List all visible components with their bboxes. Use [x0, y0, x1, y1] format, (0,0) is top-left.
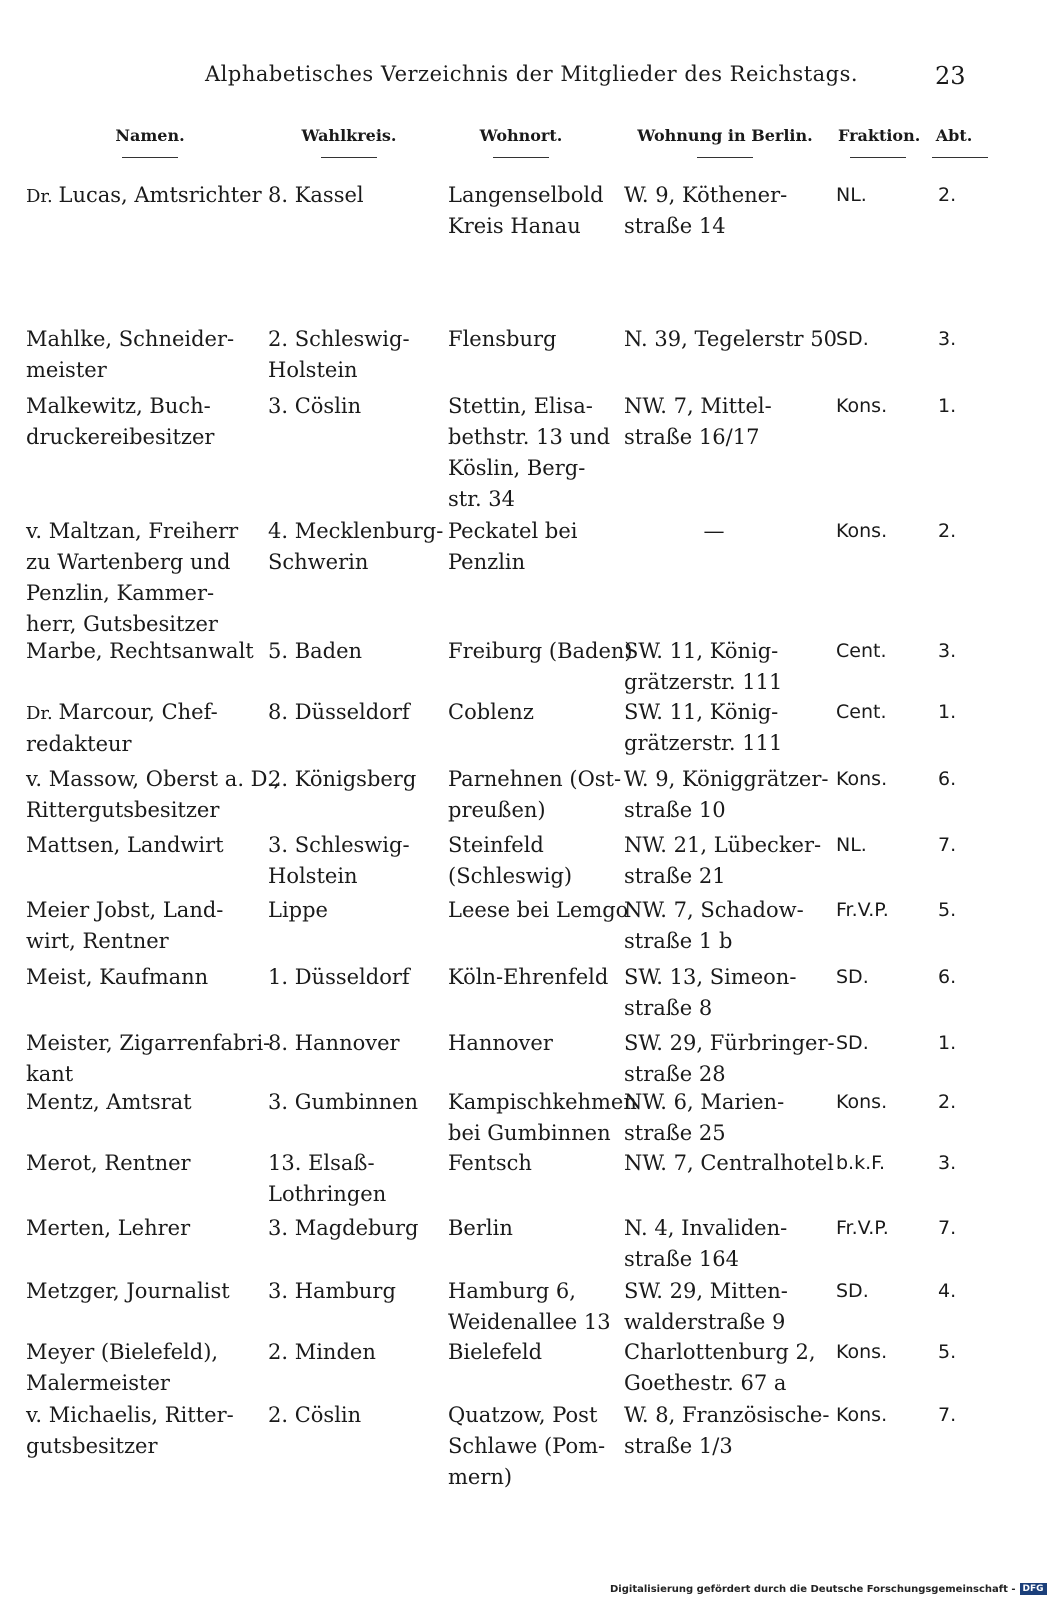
member-name-line: v. Maltzan, Freiherr	[26, 519, 239, 543]
wohnung-cell-line: W. 9, Köthener-	[624, 183, 788, 207]
wohnort-cell-line: Berlin	[448, 1216, 513, 1240]
member-name-line: Merot, Rentner	[26, 1151, 191, 1175]
wohnort-cell-line: str. 34	[448, 487, 516, 511]
wahlkreis-cell-line: 3. Hamburg	[268, 1279, 396, 1303]
wohnung-cell-line: SW. 11, König-	[624, 639, 779, 663]
wohnort-cell-line: Bielefeld	[448, 1340, 543, 1364]
column-headers	[0, 126, 1000, 166]
wohnung-cell-line: straße 16/17	[624, 425, 760, 449]
wahlkreis-cell-line: 4. Mecklenburg-	[268, 519, 444, 543]
member-name	[26, 324, 264, 386]
wohnort-cell	[448, 516, 618, 578]
wahlkreis-cell-line: Holstein	[268, 358, 358, 382]
wohnung-cell-line: straße 28	[624, 1062, 726, 1086]
wohnort-cell-line: Flensburg	[448, 327, 557, 351]
column-header-wohnung: Wohnung in Berlin.	[630, 126, 820, 158]
wahlkreis-cell-line: 2. Minden	[268, 1340, 376, 1364]
page-header	[0, 62, 1000, 102]
wahlkreis-cell	[268, 516, 443, 578]
member-name-line: v. Massow, Oberst a. D.,	[26, 767, 281, 791]
wahlkreis-cell	[268, 895, 443, 926]
abteilung-cell: 2.	[938, 184, 957, 206]
wohnung-cell-line: SW. 29, Mitten-	[624, 1279, 788, 1303]
abteilung-cell: 1.	[938, 395, 957, 417]
abteilung-cell: 4.	[938, 1280, 957, 1302]
wohnung-cell	[624, 324, 837, 355]
wohnung-cell-line: NW. 7, Centralhotel	[624, 1151, 834, 1175]
academic-title: Dr.	[26, 703, 59, 724]
wohnung-cell	[624, 391, 829, 453]
wohnort-cell-line: Parnehnen (Ost-	[448, 767, 622, 791]
wohnung-cell-line: Charlottenburg 2,	[624, 1340, 816, 1364]
member-name-line: wirt, Rentner	[26, 929, 169, 953]
wohnort-cell-line: Köslin, Berg-	[448, 456, 586, 480]
wohnung-cell-line: walderstraße 9	[624, 1310, 786, 1334]
wahlkreis-cell	[268, 1213, 443, 1244]
wohnort-cell-line: Stettin, Elisa-	[448, 394, 593, 418]
column-header-abt: Abt.	[932, 126, 976, 158]
member-name-text: Marcour, Chef-	[58, 700, 218, 724]
abteilung-cell: 1.	[938, 1032, 957, 1054]
member-name-line: Marbe, Rechtsanwalt	[26, 639, 254, 663]
abteilung-cell: 1.	[938, 701, 957, 723]
wohnung-cell-line: SW. 11, König-	[624, 700, 779, 724]
wohnort-cell-line: mern)	[448, 1465, 513, 1489]
abteilung-cell: 3.	[938, 328, 957, 350]
wohnung-cell-line: straße 8	[624, 996, 713, 1020]
member-name	[26, 697, 264, 760]
wohnort-cell-line: Langenselbold	[448, 183, 604, 207]
member-name	[26, 895, 264, 957]
wohnort-cell-line: Coblenz	[448, 700, 534, 724]
fraktion-cell: Kons.	[836, 1091, 888, 1113]
dfg-footer	[610, 1583, 1047, 1595]
fraktion-cell: NL.	[836, 184, 867, 206]
member-name	[26, 1337, 264, 1399]
wohnung-cell	[624, 1028, 835, 1090]
wohnung-cell-line: NW. 7, Schadow-	[624, 898, 804, 922]
wahlkreis-cell-line: 8. Düsseldorf	[268, 700, 410, 724]
member-name	[26, 1148, 264, 1179]
wohnung-cell-line: SW. 29, Fürbringer-	[624, 1031, 835, 1055]
abteilung-cell: 7.	[938, 1404, 957, 1426]
wohnung-cell	[624, 516, 804, 547]
member-name	[26, 1400, 264, 1462]
wohnort-cell	[448, 1028, 618, 1059]
member-name-line: Metzger, Journalist	[26, 1279, 230, 1303]
wahlkreis-cell	[268, 391, 443, 422]
wohnort-cell	[448, 391, 618, 515]
wahlkreis-cell-line: Schwerin	[268, 550, 369, 574]
wohnung-cell-line: W. 8, Französische-	[624, 1403, 830, 1427]
wohnung-cell-line: straße 25	[624, 1121, 726, 1145]
member-name	[26, 1213, 264, 1244]
wohnung-cell	[624, 1337, 829, 1399]
member-name	[26, 636, 264, 667]
wahlkreis-cell-line: 5. Baden	[268, 639, 363, 663]
wohnort-cell-line: Penzlin	[448, 550, 526, 574]
member-name-line: redakteur	[26, 732, 132, 756]
abteilung-cell: 6.	[938, 966, 957, 988]
wohnung-cell-line: NW. 7, Mittel-	[624, 394, 772, 418]
wohnort-cell-line: bei Gumbinnen	[448, 1121, 611, 1145]
abteilung-cell: 5.	[938, 1341, 957, 1363]
wohnung-cell	[624, 180, 829, 242]
wohnung-cell-line: straße 164	[624, 1247, 739, 1271]
wohnung-cell-line: W. 9, Königgrätzer-	[624, 767, 829, 791]
member-name	[26, 391, 264, 453]
fraktion-cell: Cent.	[836, 640, 887, 662]
wahlkreis-cell-line: 8. Hannover	[268, 1031, 400, 1055]
wahlkreis-cell	[268, 1148, 443, 1210]
member-name-line: Mentz, Amtsrat	[26, 1090, 192, 1114]
member-name-line: v. Michaelis, Ritter-	[26, 1403, 234, 1427]
fraktion-cell: SD.	[836, 1280, 869, 1302]
wahlkreis-cell-line: Lippe	[268, 898, 328, 922]
member-name-line	[26, 180, 264, 212]
member-name-line: Meist, Kaufmann	[26, 965, 209, 989]
wohnort-cell	[448, 1400, 618, 1493]
member-name-line: Malkewitz, Buch-	[26, 394, 211, 418]
wohnort-cell-line: Leese bei Lemgo	[448, 898, 629, 922]
wohnort-cell-line: Quatzow, Post	[448, 1403, 598, 1427]
wohnung-cell-line: straße 1 b	[624, 929, 733, 953]
wohnort-cell-line: (Schleswig)	[448, 864, 573, 888]
wohnort-cell	[448, 830, 618, 892]
member-name-line: herr, Gutsbesitzer	[26, 612, 218, 636]
wahlkreis-cell-line: 2. Königsberg	[268, 767, 417, 791]
member-name-line: meister	[26, 358, 107, 382]
running-title: Alphabetisches Verzeichnis der Mitglieder des Reichstags.	[205, 62, 859, 86]
wohnung-cell	[624, 1400, 829, 1462]
member-name-line: Mattsen, Landwirt	[26, 833, 224, 857]
wahlkreis-cell	[268, 636, 443, 667]
wohnung-cell	[624, 895, 829, 957]
wahlkreis-cell	[268, 1028, 443, 1059]
wohnort-cell	[448, 697, 618, 728]
abteilung-cell: 2.	[938, 1091, 957, 1113]
member-name-line: Meyer (Bielefeld),	[26, 1340, 219, 1364]
wohnung-cell	[624, 1148, 834, 1179]
member-name-line	[26, 697, 264, 729]
wohnort-cell	[448, 962, 618, 993]
member-name-line: kant	[26, 1062, 74, 1086]
wohnung-cell	[624, 636, 829, 698]
member-name	[26, 1276, 264, 1307]
fraktion-cell: Kons.	[836, 395, 888, 417]
wahlkreis-cell-line: Lothringen	[268, 1182, 387, 1206]
wahlkreis-cell	[268, 962, 443, 993]
member-name	[26, 962, 264, 993]
dfg-logo: DFG	[1020, 1583, 1047, 1595]
wahlkreis-cell-line: 8. Kassel	[268, 183, 364, 207]
wahlkreis-cell-line: Holstein	[268, 864, 358, 888]
wohnung-cell-line: NW. 6, Marien-	[624, 1090, 785, 1114]
wohnung-cell	[624, 764, 829, 826]
column-header-name: Namen.	[100, 126, 200, 158]
wahlkreis-cell	[268, 1337, 443, 1368]
wohnort-cell	[448, 324, 618, 355]
wahlkreis-cell	[268, 180, 443, 211]
wohnung-cell-line: straße 21	[624, 864, 726, 888]
member-name-line: Rittergutsbesitzer	[26, 798, 220, 822]
wahlkreis-cell-line: 1. Düsseldorf	[268, 965, 410, 989]
wohnung-cell-line: N. 39, Tegelerstr 50	[624, 327, 837, 351]
wohnung-cell-line: straße 1/3	[624, 1434, 733, 1458]
wohnort-cell	[448, 1148, 618, 1179]
member-name	[26, 516, 264, 640]
wohnort-cell	[448, 1213, 618, 1244]
wohnung-cell	[624, 697, 829, 759]
member-name-line: gutsbesitzer	[26, 1434, 158, 1458]
member-name-line: druckereibesitzer	[26, 425, 215, 449]
member-name	[26, 764, 281, 826]
wohnort-cell-line: Fentsch	[448, 1151, 532, 1175]
member-name	[26, 180, 264, 212]
wahlkreis-cell-line: 2. Schleswig-	[268, 327, 410, 351]
wohnort-cell	[448, 1087, 637, 1149]
fraktion-cell: Kons.	[836, 520, 888, 542]
footer-credit: Digitalisierung gefördert durch die Deutsche Forschungsgemeinschaft -	[610, 1584, 1016, 1595]
abteilung-cell: 5.	[938, 899, 957, 921]
member-name-line: Merten, Lehrer	[26, 1216, 191, 1240]
wahlkreis-cell	[268, 697, 443, 728]
fraktion-cell: Fr.V.P.	[836, 1217, 889, 1239]
wohnung-cell-line: grätzerstr. 111	[624, 731, 783, 755]
fraktion-cell: Kons.	[836, 1341, 888, 1363]
wohnort-cell-line: Peckatel bei	[448, 519, 578, 543]
wohnort-cell	[448, 180, 618, 242]
member-name-line: Mahlke, Schneider-	[26, 327, 235, 351]
wohnung-cell-line: SW. 13, Simeon-	[624, 965, 797, 989]
wohnort-cell-line: Kreis Hanau	[448, 214, 581, 238]
wohnung-cell	[624, 1213, 829, 1275]
wahlkreis-cell	[268, 1400, 443, 1431]
wahlkreis-cell	[268, 764, 443, 795]
wahlkreis-cell-line: 3. Schleswig-	[268, 833, 410, 857]
member-name	[26, 830, 264, 861]
wohnort-cell-line: Steinfeld	[448, 833, 544, 857]
wohnort-cell-line: Hamburg 6,	[448, 1279, 576, 1303]
fraktion-cell: SD.	[836, 966, 869, 988]
wohnort-cell-line: preußen)	[448, 798, 546, 822]
wohnung-cell	[624, 1087, 829, 1149]
member-name-line: Penzlin, Kammer-	[26, 581, 215, 605]
wohnort-cell	[448, 764, 622, 826]
wohnung-cell-line: N. 4, Invaliden-	[624, 1216, 788, 1240]
fraktion-cell: b.k.F.	[836, 1152, 886, 1174]
wohnung-cell-line: straße 14	[624, 214, 726, 238]
wohnung-cell	[624, 830, 829, 892]
wohnort-cell-line: Schlawe (Pom-	[448, 1434, 606, 1458]
wahlkreis-cell	[268, 324, 443, 386]
wahlkreis-cell-line: 2. Cöslin	[268, 1403, 362, 1427]
wohnort-cell-line: Köln-Ehrenfeld	[448, 965, 609, 989]
wohnung-cell-line: Goethestr. 67 a	[624, 1371, 787, 1395]
column-header-fraktion: Fraktion.	[838, 126, 918, 158]
member-name-line: Malermeister	[26, 1371, 170, 1395]
column-header-wohnort: Wohnort.	[466, 126, 576, 158]
member-name	[26, 1087, 264, 1118]
fraktion-cell: Fr.V.P.	[836, 899, 889, 921]
academic-title: Dr.	[26, 186, 59, 207]
member-name	[26, 1028, 271, 1090]
column-header-wahlkreis: Wahlkreis.	[294, 126, 404, 158]
wahlkreis-cell-line: 13. Elsaß-	[268, 1151, 375, 1175]
wahlkreis-cell-line: 3. Cöslin	[268, 394, 362, 418]
abteilung-cell: 6.	[938, 768, 957, 790]
abteilung-cell: 7.	[938, 834, 957, 856]
member-name-line: Meister, Zigarrenfabri-	[26, 1031, 271, 1055]
abteilung-cell: 7.	[938, 1217, 957, 1239]
member-name-line: zu Wartenberg und	[26, 550, 231, 574]
wohnort-cell	[448, 895, 629, 926]
wohnung-cell-line: straße 10	[624, 798, 726, 822]
wohnort-cell-line: Freiburg (Baden)	[448, 639, 633, 663]
wohnort-cell	[448, 1337, 618, 1368]
wahlkreis-cell-line: 3. Magdeburg	[268, 1216, 419, 1240]
wohnung-cell-line: —	[703, 519, 725, 543]
fraktion-cell: SD.	[836, 1032, 869, 1054]
wahlkreis-cell	[268, 1087, 443, 1118]
wohnort-cell	[448, 1276, 618, 1338]
wohnung-cell	[624, 1276, 829, 1338]
member-name-line: Meier Jobst, Land-	[26, 898, 224, 922]
wahlkreis-cell-line: 3. Gumbinnen	[268, 1090, 419, 1114]
wohnung-cell	[624, 962, 829, 1024]
abteilung-cell: 2.	[938, 520, 957, 542]
abteilung-cell: 3.	[938, 640, 957, 662]
wohnort-cell	[448, 636, 633, 667]
abteilung-cell: 3.	[938, 1152, 957, 1174]
page-number: 23	[935, 62, 966, 90]
fraktion-cell: SD.	[836, 328, 869, 350]
wohnort-cell-line: Weidenallee 13	[448, 1310, 611, 1334]
wohnung-cell-line: NW. 21, Lübecker-	[624, 833, 822, 857]
fraktion-cell: Kons.	[836, 768, 888, 790]
wohnort-cell-line: Kampischkehmen	[448, 1090, 637, 1114]
fraktion-cell: Cent.	[836, 701, 887, 723]
wahlkreis-cell	[268, 1276, 443, 1307]
fraktion-cell: NL.	[836, 834, 867, 856]
wohnort-cell-line: Hannover	[448, 1031, 553, 1055]
wahlkreis-cell	[268, 830, 443, 892]
fraktion-cell: Kons.	[836, 1404, 888, 1426]
wohnort-cell-line: bethstr. 13 und	[448, 425, 611, 449]
member-name-text: Lucas, Amtsrichter	[58, 183, 262, 207]
wohnung-cell-line: grätzerstr. 111	[624, 670, 783, 694]
